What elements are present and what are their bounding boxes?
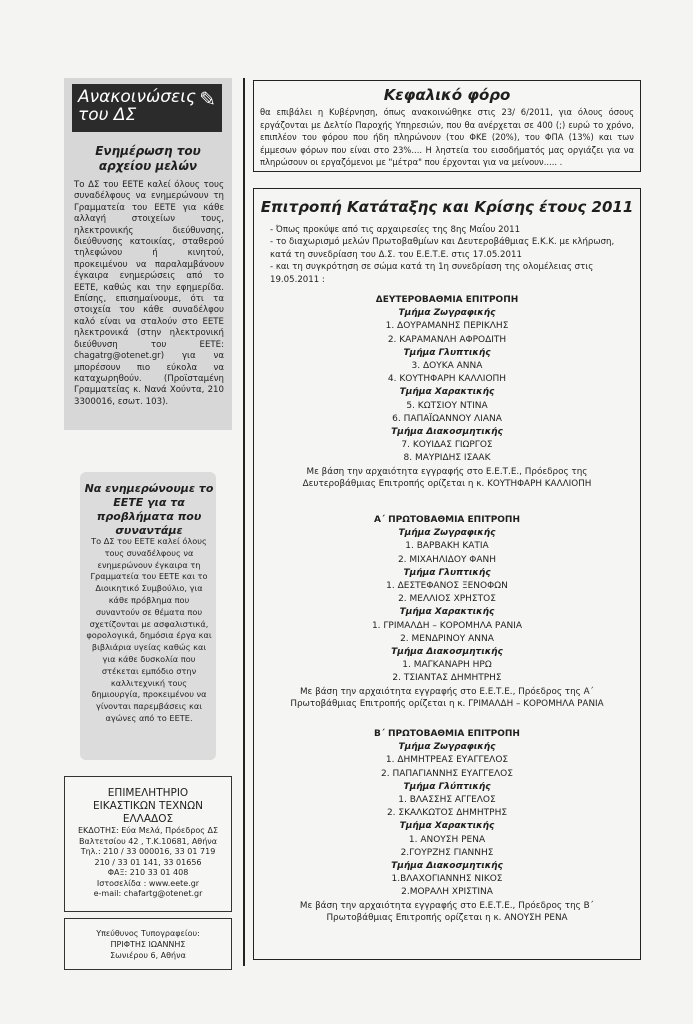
- member: 1. ΑΝΟΥΣΗ ΡΕΝΑ: [408, 834, 486, 845]
- department-title: Τμήμα Γλύπτικής: [403, 781, 491, 792]
- department-title: Τμήμα Ζωγραφικής: [398, 308, 496, 319]
- printer-label: Υπεύθυνος Τυπογραφείου:: [96, 929, 200, 938]
- member: 6. ΠΑΠΑΪΩΑΝΝΟΥ ΛΙΑΝΑ: [392, 413, 502, 424]
- section-conclusion: Με βάση την αρχαιότητα εγγραφής στο Ε.Ε.Τ.Ε., Πρόεδρος της Δευτεροβάθμιας Επιτροπής ορίζεται η κ. ΚΟΥΤΗΦΑΡΗ ΚΑΛΛΙΟΠΗ: [302, 466, 592, 490]
- member: 7. ΚΟΥΙΔΑΣ ΓΙΩΡΓΟΣ: [401, 440, 493, 451]
- publisher-website: Ιστοσελίδα : www.eete.gr: [96, 878, 200, 888]
- member: 1. ΔΕΣΤΕΦΑΝΟΣ ΞΕΝΟΦΩΝ: [386, 581, 508, 592]
- department-title: Τμήμα Χαρακτικής: [399, 607, 495, 618]
- column-divider: [243, 78, 245, 966]
- member: 3. ΔΟΥΚΑ ΑΝΝΑ: [411, 361, 483, 372]
- section-title: ΔΕΥΤΕΡΟΒΑΘΜΙΑ ΕΠΙΤΡΟΠΗ: [375, 295, 519, 305]
- department-title: Τμήμα Ζωγραφικής: [398, 742, 496, 753]
- section-title: Α΄ ΠΡΩΤΟΒΑΘΜΙΑ ΕΠΙΤΡΟΠΗ: [374, 515, 520, 525]
- member: 8. ΜΑΥΡΙΔΗΣ ΙΣΑΑΚ: [403, 453, 491, 464]
- department-title: Τμήμα Διακοσμητικής: [391, 427, 503, 438]
- intro-line: - και τη συγκρότηση σε σώμα κατά τη 1η συνεδρίαση της ολομέλειας στις 19.05.2011 :: [270, 262, 594, 285]
- intro-line: - το διαχωρισμό μελών Πρωτοβαθμίων και Δευτεροβάθμιας Ε.Κ.Κ. με κλήρωση, κατά τη συνεδρίαση του Δ.Σ. του Ε.Ε.Τ.Ε. στις 17.05.2011: [270, 237, 615, 260]
- member: 2. ΜΕΝΔΡΙΝΟΥ ΑΝΝΑ: [400, 633, 494, 644]
- problems-body: Το ΔΣ του ΕΕΤΕ καλεί όλους τους συναδέλφους να ενημερώνουν έγκαιρα τη Γραμματεία του ΕΕΤΕ και το Διοικητικό Συμβούλιο, για κάθε πρόβλημα που συναντούν σε θέματα που σχετίζονται με ασφαλιστικά, φορολογικά, δημόσια έργα και βιβλιάρια υγείας καθώς και για κάθε δυσκολία που στέκεται εμπόδιο στην καλλιτεχνική τους δημιουργία, προκειμένου να γίνονται παρεμβάσεις και αγώνες από το ΕΕΤΕ.: [86, 536, 212, 723]
- department-title: Τμήμα Χαρακτικής: [399, 821, 495, 832]
- section-conclusion: Με βάση την αρχαιότητα εγγραφής στο Ε.Ε.Τ.Ε., Πρόεδρος της Β΄ Πρωτοβάθμιας Επιτροπής ορίζεται η κ. ΑΝΟΥΣΗ ΡΕΝΑ: [299, 900, 595, 924]
- member: 5. ΚΩΤΣΙΟΥ ΝΤΙΝΑ: [406, 400, 488, 411]
- printer-box: [64, 918, 232, 970]
- member: 2. ΤΣΙΑΝΤΑΣ ΔΗΜΗΤΡΗΣ: [392, 673, 502, 684]
- first-b-committee: [253, 728, 641, 924]
- member: 1. ΓΡΙΜΑΛΔΗ – ΚΟΡΟΜΗΛΑ ΡΑΝΙΑ: [371, 620, 523, 631]
- member: 4. ΚΟΥΤΗΦΑΡΗ ΚΑΛΛΙΟΠΗ: [387, 374, 507, 385]
- member: 2. ΚΑΡΑΜΑΝΛΗ ΑΦΡΟΔΙΤΗ: [387, 334, 507, 345]
- department-title: Τμήμα Διακοσμητικής: [391, 647, 503, 658]
- tax-title: Κεφαλικό φόρο: [383, 86, 511, 104]
- problems-title: Να ενημερώνουμε το ΕΕΤΕ για τα προβλήματα που συναντάμε: [84, 482, 214, 537]
- announcements-body: Το ΔΣ του ΕΕΤΕ καλεί όλους τους συναδέλφους να ενημερώνουν τη Γραμματεία του ΕΕΤΕ για κάθε αλλαγή στοιχείων τους, ηλεκτρονικής διεύθυνσης, διεύθυνσης κατοικίας, σταθερού τηλεφώνου ή κινητού, προκειμένου να παραλαμβάνουν έγκαιρα ενημερώσεις από το ΕΕΤΕ, καθώς και την εφημερίδα. Επίσης, επισημαίνουμε, ότι τα στοιχεία του κάθε συναδέλφου καλό είναι να σταλούν στο ΕΕΤΕ ηλεκτρονικά (στην ηλεκτρονική διεύθυνση του ΕΕΤΕ: chagatrg@otenet.gr) για να μπορέσουν πιο εύκολα να καταχωρηθούν. (Προϊσταμένη Γραμματείας κ. Νανά Χούντα, 210 3300016, εσωτ. 103).: [74, 180, 224, 407]
- section-title: Β΄ ΠΡΩΤΟΒΑΘΜΙΑ ΕΠΙΤΡΟΠΗ: [374, 729, 520, 739]
- publisher-email: e-mail: chafartg@otenet.gr: [93, 889, 203, 898]
- member: 2. ΜΙΧΑΗΛΙΔΟΥ ΦΑΝΗ: [397, 554, 497, 565]
- publisher-org-line: ΕΛΛΑΔΟΣ: [122, 813, 174, 825]
- announcements-subtitle: Ενημέρωση του αρχείου μελών: [95, 144, 201, 173]
- member: 1. ΒΑΡΒΑΚΗ ΚΑΤΙΑ: [405, 541, 489, 552]
- member: 2. ΣΚΑΛΚΩΤΟΣ ΔΗΜΗΤΡΗΣ: [386, 808, 508, 819]
- printer-address: Σωνιέρου 6, Αθήνα: [110, 951, 186, 960]
- publisher-address: Βαλτετσίου 42 , Τ.Κ.10681, Αθήνα: [78, 836, 218, 846]
- pen-icon: ✎: [199, 87, 216, 111]
- secondary-committee: [253, 294, 641, 490]
- member: 1. ΜΑΓΚΑΝΑΡΗ ΗΡΩ: [402, 660, 492, 671]
- publisher-box: [64, 776, 232, 912]
- member: 2.ΓΟΥΡΖΗΣ ΓΙΑΝΝΗΣ: [400, 847, 494, 858]
- committee-intro: [270, 224, 628, 286]
- member: 1. ΒΛΑΣΣΗΣ ΑΓΓΕΛΟΣ: [398, 795, 496, 806]
- committee-title: Επιτροπή Κατάταξης και Κρίσης έτους 2011: [260, 198, 634, 216]
- publisher-org-line: ΕΠΙΜΕΛΗΤΗΡΙΟ: [107, 787, 189, 799]
- member: 1. ΔΟΥΡΑΜΑΝΗΣ ΠΕΡΙΚΛΗΣ: [385, 321, 509, 332]
- publisher-fax: ΦΑΞ: 210 33 01 408: [107, 868, 189, 877]
- department-title: Τμήμα Χαρακτικής: [399, 387, 495, 398]
- department-title: Τμήμα Διακοσμητικής: [391, 861, 503, 872]
- department-title: Τμήμα Ζωγραφικής: [398, 528, 496, 539]
- printer-name: ΠΡΙΦΤΗΣ ΙΩΑΝΝΗΣ: [110, 940, 186, 949]
- publisher-phone: 210 / 33 01 141, 33 01656: [94, 857, 202, 867]
- first-a-committee: [253, 514, 641, 710]
- member: 2. ΠΑΠΑΓΙΑΝΝΗΣ ΕΥΑΓΓΕΛΟΣ: [381, 768, 513, 779]
- publisher-phone: Τηλ.: 210 / 33 000016, 33 01 719: [80, 847, 216, 856]
- section-conclusion: Με βάση την αρχαιότητα εγγραφής στο Ε.Ε.Τ.Ε., Πρόεδρος της Α΄ Πρωτοβάθμιας Επιτροπής ορίζεται η κ. ΓΡΙΜΑΛΔΗ – ΚΟΡΟΜΗΛΑ ΡΑΝΙΑ: [290, 686, 604, 710]
- member: 1. ΔΗΜΗΤΡΕΑΣ ΕΥΑΓΓΕΛΟΣ: [385, 755, 509, 766]
- announcements-title-block: [72, 84, 222, 132]
- publisher-org: [65, 787, 231, 826]
- publisher-editor: ΕΚΔΟΤΗΣ: Εύα Μελά, Πρόεδρος ΔΣ: [77, 826, 219, 835]
- department-title: Τμήμα Γλυπτικής: [403, 567, 491, 578]
- publisher-org-line: ΕΙΚΑΣΤΙΚΩΝ ΤΕΧΝΩΝ: [92, 800, 204, 812]
- tax-body: θα επιβάλει η Κυβέρνηση, όπως ανακοινώθηκε στις 23/ 6/2011, για όλους όσους εργάζονται με Δελτίο Παροχής Υπηρεσιών, που θα ανέρχεται σε 400 (;) ευρώ το χρόνο, επιπλέον του φόρου που ήδη πληρώνουν (του ΦΚΕ (20%), του ΦΠΑ (13%) και των έμμεσων φόρων που είναι στο 23%.... Η ληστεία του εισοδήματός μας οργιάζει για να πληρώσουν οι εργαζόμενοι με "μέτρα" που έρχονται για να μείνουν..... .: [260, 107, 634, 168]
- announcements-title: Ανακοινώσεις του ΔΣ: [78, 87, 196, 125]
- member: 2. ΜΕΛΛΙΟΣ ΧΡΗΣΤΟΣ: [398, 594, 496, 605]
- member: 1.ΒΛΑΧΟΓΙΑΝΝΗΣ ΝΙΚΟΣ: [391, 874, 503, 885]
- intro-line: - Όπως προκύψε από τις αρχαιρεσίες της 8ης Μαΐου 2011: [270, 225, 521, 235]
- member: 2.ΜΟΡΑΛΗ ΧΡΙΣΤΙΝΑ: [401, 887, 493, 898]
- department-title: Τμήμα Γλυπτικής: [403, 347, 491, 358]
